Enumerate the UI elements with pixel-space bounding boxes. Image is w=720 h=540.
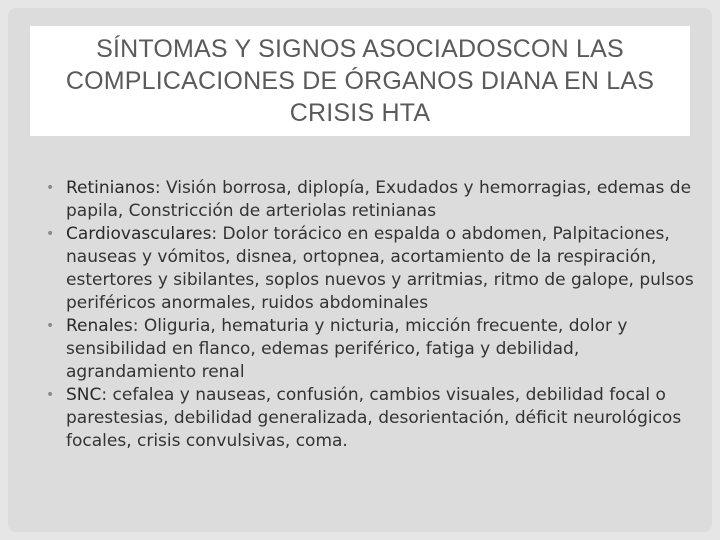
bullet-icon: • bbox=[46, 180, 55, 196]
item-term: SNC bbox=[66, 385, 102, 405]
slide-title: SÍNTOMAS Y SIGNOS ASOCIADOSCON LAS COMPLICACIONES DE ÓRGANOS DIANA EN LAS CRISIS HTA bbox=[65, 35, 655, 127]
item-text: : Visión borrosa, diplopía, Exudados y hemorragias, edemas de papila, Constricción de arteriolas retinianas bbox=[66, 178, 692, 221]
bullet-icon: • bbox=[46, 226, 55, 242]
slide bbox=[8, 8, 712, 532]
item-term: Cardiovasculares bbox=[66, 224, 212, 244]
item-text: : cefalea y nauseas, confusión, cambios visuales, debilidad focal o parestesias, debilidad generalizada, desorientación, déficit neurológicos focales, crisis convulsivas, coma. bbox=[66, 385, 682, 451]
list-item-cardiovasculares bbox=[28, 223, 702, 315]
list-item-retinianos bbox=[28, 177, 702, 223]
list-item-snc bbox=[28, 384, 702, 453]
item-text: : Oliguria, hematuria y nicturia, micción frecuente, dolor y sensibilidad en flanco, edemas periférico, fatiga y debilidad, agrandamiento renal bbox=[66, 316, 628, 382]
item-term: Renales bbox=[66, 316, 133, 336]
title-box bbox=[30, 26, 690, 136]
item-term: Retinianos bbox=[66, 178, 155, 198]
bullet-icon: • bbox=[46, 318, 55, 334]
bullet-list bbox=[28, 177, 702, 453]
list-item-renales bbox=[28, 315, 702, 384]
item-text: : Dolor torácico en espalda o abdomen, Palpitaciones, nauseas y vómitos, disnea, ortopnea, acortamiento de la respiración, estertores y sibilantes, soplos nuevos y arritmias, ritmo de galope, pulsos periféricos anormales, ruidos abdominales bbox=[66, 224, 694, 313]
bullet-icon: • bbox=[46, 387, 55, 403]
